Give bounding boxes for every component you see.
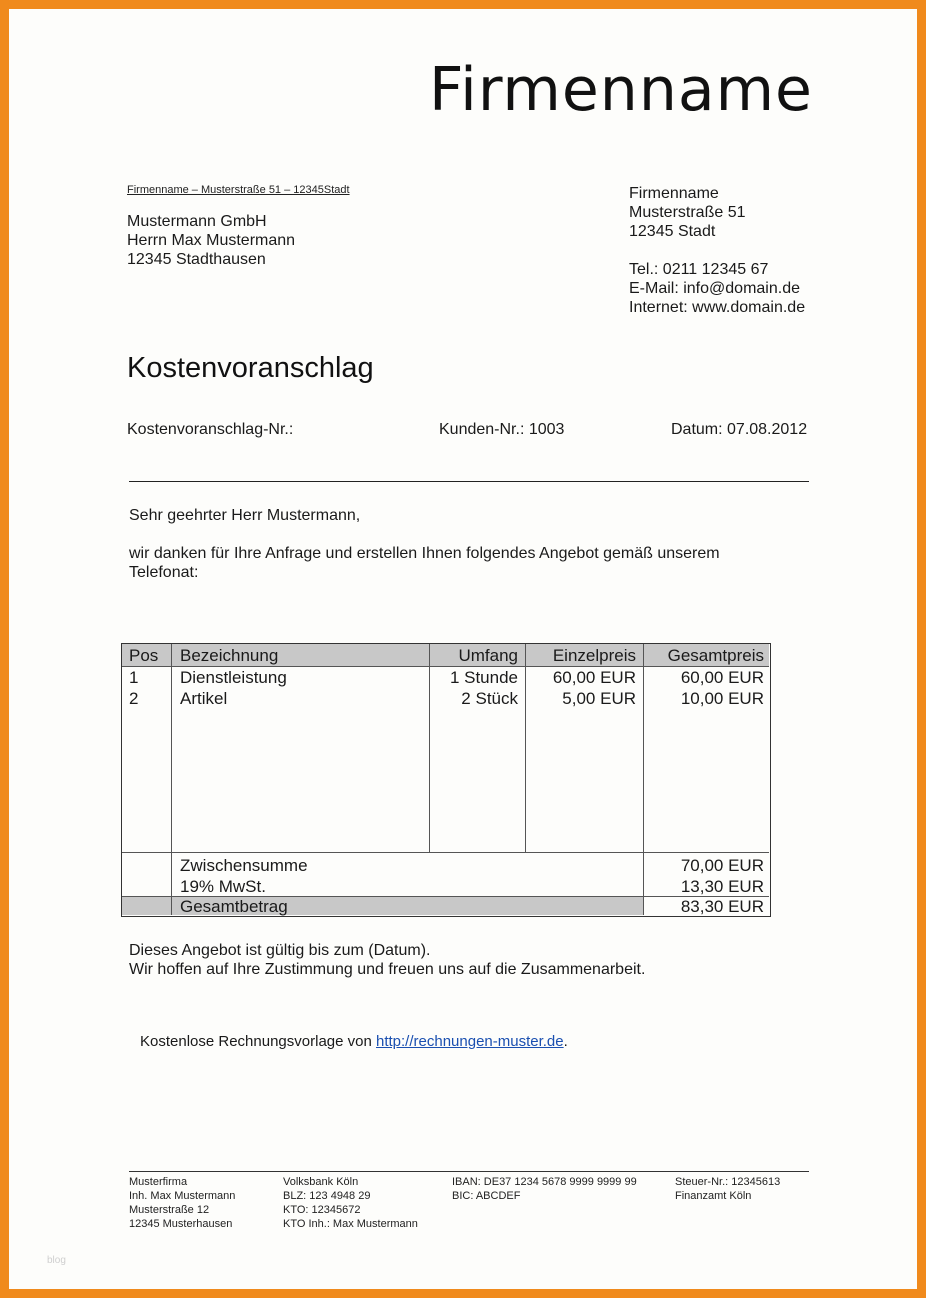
footer-divider <box>129 1171 809 1172</box>
row-description: Dienstleistung <box>180 668 287 687</box>
watermark: blog <box>47 1255 66 1266</box>
row-quantity: 1 Stunde <box>449 668 518 687</box>
company-contact-block <box>629 184 805 317</box>
header-unit-price: Einzelpreis <box>552 646 636 665</box>
row-description: Artikel <box>180 689 228 708</box>
row-quantity: 2 Stück <box>461 689 518 708</box>
row-unit-price: 5,00 EUR <box>562 689 636 708</box>
company-street: Musterstraße 51 <box>629 204 746 221</box>
subtotal-label: Zwischensumme <box>180 856 308 875</box>
row-pos: 1 <box>129 668 139 687</box>
company-phone: Tel.: 0211 12345 67 <box>629 261 769 278</box>
company-website: Internet: www.domain.de <box>629 299 806 316</box>
company-city: 12345 Stadt <box>629 223 716 240</box>
estimate-number: Kostenvoranschlag-Nr.: <box>127 421 294 438</box>
customer-number: Kunden-Nr.: 1003 <box>439 421 565 438</box>
header-quantity: Umfang <box>458 646 518 665</box>
subtotal-value: 70,00 EUR <box>680 856 764 875</box>
salutation: Sehr geehrter Herr Mustermann, <box>129 507 361 524</box>
divider <box>129 481 809 482</box>
header-description: Bezeichnung <box>180 646 279 665</box>
validity-text: Dieses Angebot ist gültig bis zum (Datum). Wir hoffen auf Ihre Zustimmung und freuen uns auf die Zusammenarbeit. <box>129 942 646 978</box>
grand-total-label: Gesamtbetrag <box>180 897 288 916</box>
footer-tax: Steuer-Nr.: 12345613 Finanzamt Köln <box>675 1176 781 1202</box>
items-table <box>121 643 771 917</box>
company-email: E-Mail: info@domain.de <box>629 280 800 297</box>
template-link[interactable]: http://rechnungen-muster.de <box>376 1033 564 1050</box>
grand-total-value: 83,30 EUR <box>680 897 764 916</box>
header-total-price: Gesamtpreis <box>667 646 764 665</box>
document-title: Kostenvoranschlag <box>127 352 374 384</box>
recipient-line: 12345 Stadthausen <box>127 251 266 268</box>
template-note: Kostenlose Rechnungsvorlage von http://rechnungen-muster.de. <box>140 1033 568 1050</box>
recipient-line: Herrn Max Mustermann <box>127 232 296 249</box>
company-name: Firmenname <box>629 185 719 202</box>
recipient-line: Mustermann GmbH <box>127 213 267 230</box>
company-logo: Firmenname <box>429 55 813 125</box>
row-total-price: 60,00 EUR <box>680 668 764 687</box>
row-unit-price: 60,00 EUR <box>552 668 636 687</box>
sender-return-line: Firmenname – Musterstraße 51 – 12345Stadt <box>127 184 350 196</box>
recipient-address <box>127 212 295 269</box>
row-total-price: 10,00 EUR <box>680 689 764 708</box>
vat-value: 13,30 EUR <box>680 877 764 896</box>
vat-label: 19% MwSt. <box>180 877 266 896</box>
footer-iban: IBAN: DE37 1234 5678 9999 9999 99 BIC: ABCDEF <box>452 1176 637 1202</box>
footer-bank: Volksbank Köln BLZ: 123 4948 29 KTO: 12345672 KTO Inh.: Max Mustermann <box>283 1176 418 1230</box>
document-date: Datum: 07.08.2012 <box>671 421 808 438</box>
footer-company: Musterfirma Inh. Max Mustermann Musterstraße 12 12345 Musterhausen <box>129 1176 236 1230</box>
header-pos: Pos <box>129 646 159 665</box>
intro-text: wir danken für Ihre Anfrage und erstellen Ihnen folgendes Angebot gemäß unserem Telefonat: <box>129 545 720 581</box>
row-pos: 2 <box>129 689 139 708</box>
